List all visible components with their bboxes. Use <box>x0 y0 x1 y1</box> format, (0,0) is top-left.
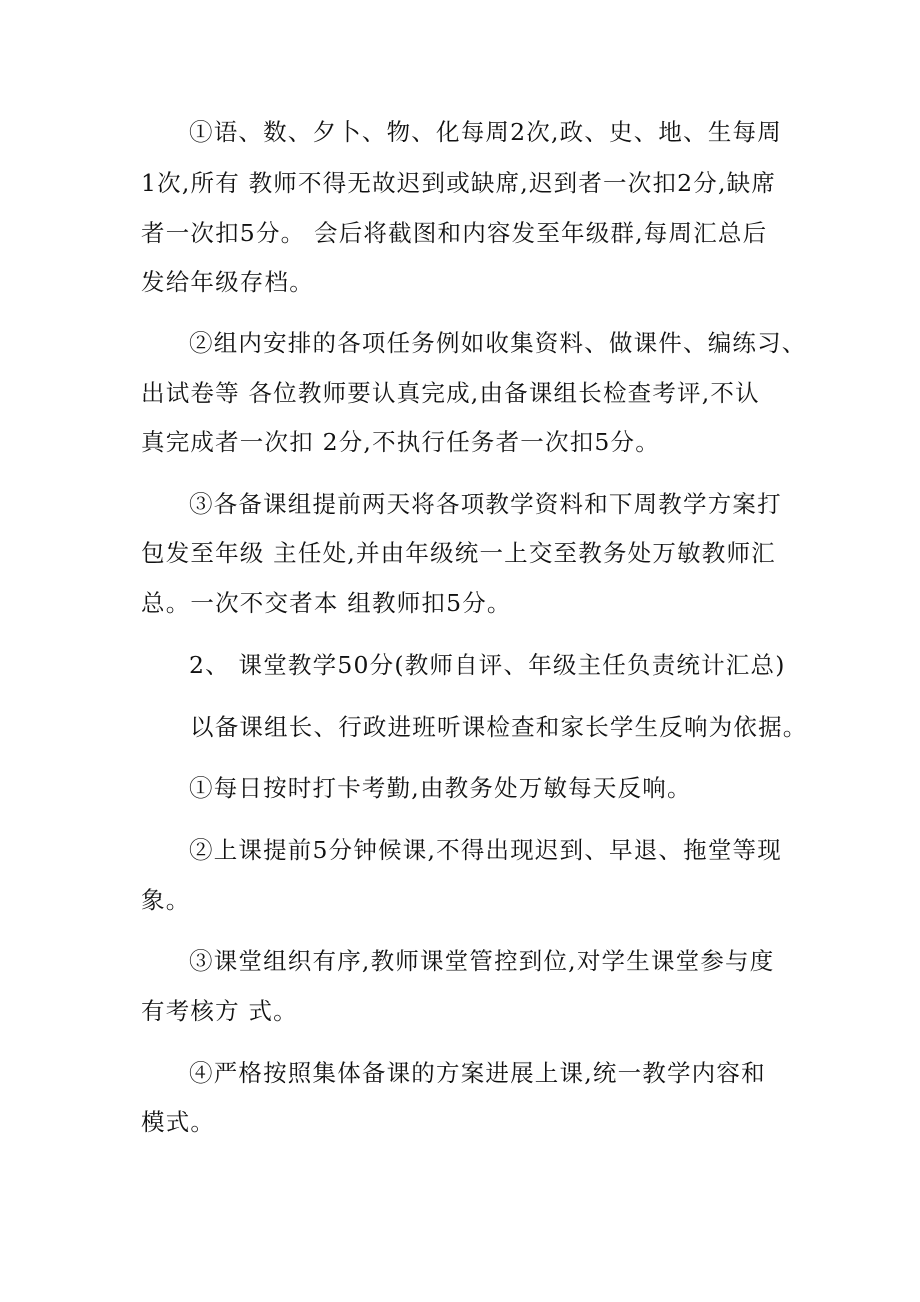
text-line: 包发至年级 主任处,并由年级统一上交至教务处万敏教师汇 <box>141 539 776 567</box>
text-line: 有考核方 式。 <box>141 997 298 1025</box>
text-line: 出试卷等 各位教师要认真完成,由备课组长检查考评,不认 <box>141 379 760 407</box>
text-line: 真完成者一次扣 2分,不执行任务者一次扣5分。 <box>141 428 660 456</box>
text-line: 象。 <box>141 886 191 914</box>
text-line: 模式。 <box>141 1108 216 1136</box>
text-line: ①语、数、夕卜、物、化每周2次,政、史、地、生每周 <box>189 118 782 146</box>
text-line: 总。一次不交者本 组教师扣5分。 <box>141 589 512 617</box>
text-line: 发给年级存档。 <box>141 268 314 296</box>
text-line: ③课堂组织有序,教师课堂管控到位,对学生课堂参与度 <box>189 947 775 975</box>
text-line: ③各备课组提前两天将各项教学资料和下周教学方案打 <box>189 490 782 518</box>
section-heading: 2、 课堂教学50分(教师自评、年级主任负责统计汇总) <box>189 651 786 679</box>
text-line: 1次,所有 教师不得无故迟到或缺席,迟到者一次扣2分,缺席 <box>141 169 777 197</box>
text-line: ①每日按时打卡考勤,由教务处万敏每天反响。 <box>189 774 692 802</box>
text-line: ④严格按照集体备课的方案进展上课,统一教学内容和 <box>189 1059 766 1087</box>
text-line: ②组内安排的各项任务例如收集资料、做课件、编练习、 <box>189 329 807 357</box>
text-line: 以备课组长、行政进班听课检查和家长学生反响为依据。 <box>190 713 808 741</box>
text-line: ②上课提前5分钟候课,不得出现迟到、早退、拖堂等现 <box>189 836 782 864</box>
text-line: 者一次扣5分。 会后将截图和内容发至年级群,每周汇总后 <box>141 219 768 247</box>
